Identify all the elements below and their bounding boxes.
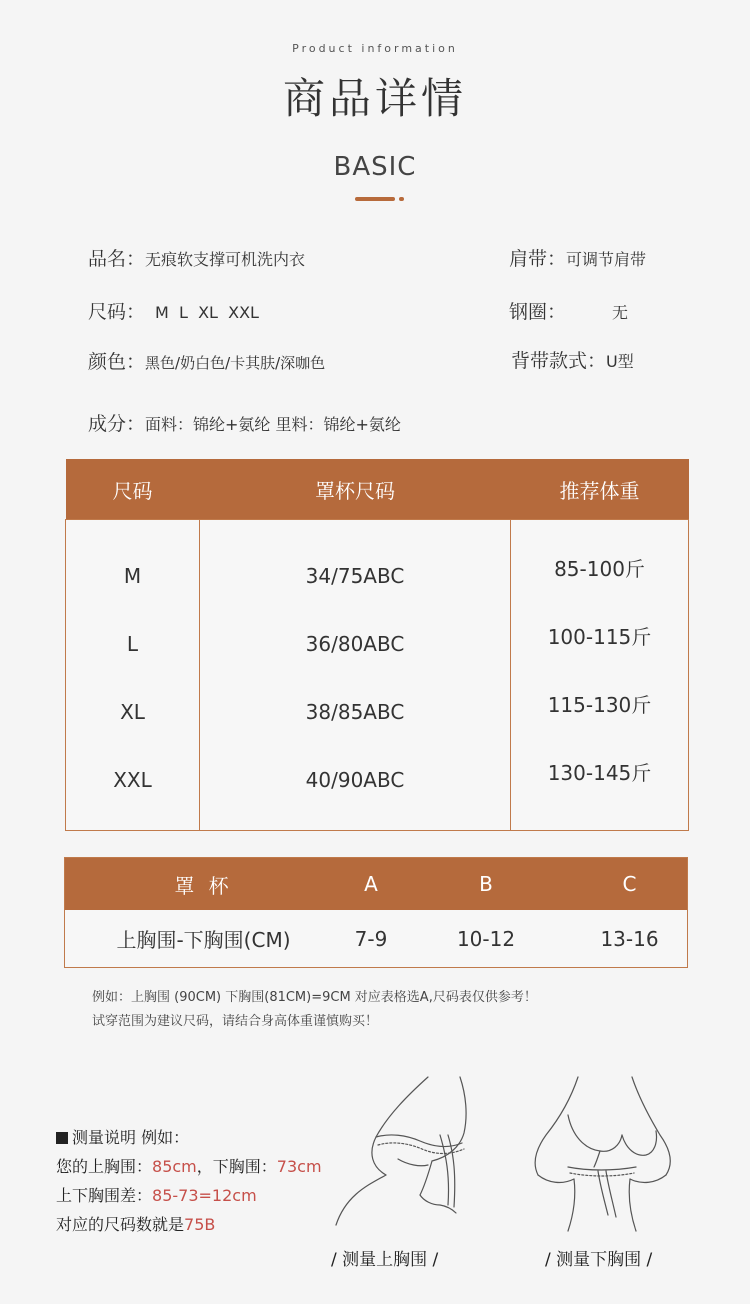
measure-heading: 测量说明 例如： <box>72 1128 190 1147</box>
upper-bust-illustration <box>328 1075 488 1235</box>
weight-cell: 100-115斤 <box>547 625 652 649</box>
upper-prefix: 您的上胸围： <box>56 1157 153 1176</box>
back-value: U型 <box>606 352 634 371</box>
cup-column <box>200 520 511 831</box>
cup-header-b: B <box>400 858 572 911</box>
cup-cell: 36/80ABC <box>305 632 405 656</box>
color-label: 颜色： <box>88 351 146 373</box>
cup-cell: 38/85ABC <box>305 700 405 724</box>
diff-prefix: 上下胸围差： <box>56 1186 153 1205</box>
cup-table-row <box>65 910 688 968</box>
result-prefix: 对应的尺码数就是 <box>56 1215 185 1234</box>
subtitle-en: Product information <box>292 42 458 55</box>
size-cell: L <box>126 632 139 656</box>
header-weight: 推荐体重 <box>511 459 689 520</box>
measure-line-1 <box>56 1152 322 1181</box>
cup-row-b: 10-12 <box>400 910 572 968</box>
weight-cell: 130-145斤 <box>547 761 652 785</box>
lower-bust-illustration <box>528 1075 678 1235</box>
diff-value: 85-73=12cm <box>152 1186 257 1205</box>
info-color <box>88 347 325 374</box>
weight-cell: 115-130斤 <box>547 693 652 717</box>
cup-row-a: 7-9 <box>342 910 400 968</box>
caption-lower-bust: / 测量下胸围 / <box>545 1250 653 1270</box>
square-bullet-icon <box>56 1132 68 1144</box>
cup-header-a: A <box>342 858 400 911</box>
basic-label: BASIC <box>333 152 417 182</box>
weight-cell: 85-100斤 <box>554 557 645 581</box>
strap-label: 肩带： <box>509 248 567 270</box>
note-line-1: 例如：上胸围 (90CM) 下胸围(81CM)=9CM 对应表格选A,尺码表仅供参考！ <box>92 990 537 1005</box>
cup-row-c: 13-16 <box>572 910 688 968</box>
cup-header-c: C <box>572 858 688 911</box>
lower-value: 73cm <box>276 1157 322 1176</box>
cup-cell: 34/75ABC <box>305 564 405 588</box>
info-composition <box>88 409 401 436</box>
weight-column <box>511 520 689 831</box>
cup-cell: 40/90ABC <box>305 768 405 792</box>
wire-value: 无 <box>612 303 629 322</box>
cup-table <box>64 857 688 968</box>
size-table-body <box>66 520 689 831</box>
back-label: 背带款式： <box>511 350 607 372</box>
strap-value: 可调节肩带 <box>566 250 647 269</box>
size-note <box>92 986 537 1034</box>
size-value: M L XL XXL <box>155 303 259 322</box>
accent-bar <box>355 197 395 201</box>
lower-prefix: ，下胸围： <box>196 1157 277 1176</box>
size-cell: XL <box>120 700 145 724</box>
result-value: 75B <box>184 1215 216 1234</box>
size-table <box>65 459 689 831</box>
wire-label: 钢圈： <box>509 301 567 323</box>
measure-line-2 <box>56 1181 322 1210</box>
comp-value: 面料：锦纶+氨纶 里料：锦纶+氨纶 <box>145 415 401 434</box>
cup-table-header <box>65 858 688 911</box>
name-value: 无痕软支撑可机洗内衣 <box>145 250 306 269</box>
info-name <box>88 244 305 271</box>
page-title: 商品详情 <box>282 74 467 123</box>
info-wire <box>509 297 628 324</box>
caption-upper-bust: / 测量上胸围 / <box>331 1250 439 1270</box>
header-size: 尺码 <box>66 459 200 520</box>
info-size <box>88 297 259 324</box>
name-label: 品名： <box>88 248 146 270</box>
upper-value: 85cm <box>152 1157 197 1176</box>
comp-label: 成分： <box>88 413 146 435</box>
color-value: 黑色/奶白色/卡其肤/深咖色 <box>145 354 326 372</box>
cup-row-label: 上胸围-下胸围(CM) <box>65 910 343 968</box>
measure-instructions <box>56 1123 322 1239</box>
measure-line-3 <box>56 1210 322 1239</box>
measure-heading-line <box>56 1123 322 1152</box>
info-strap <box>509 244 646 271</box>
cup-header-label: 罩 杯 <box>65 858 343 911</box>
header-cup-size: 罩杯尺码 <box>200 459 511 520</box>
accent-dot <box>399 197 404 201</box>
size-cell: XXL <box>113 768 152 792</box>
size-cell: M <box>123 564 142 588</box>
info-back <box>511 346 634 373</box>
size-column <box>66 520 200 831</box>
size-label: 尺码： <box>88 301 146 323</box>
note-line-2: 试穿范围为建议尺码，请结合身高体重谨慎购买！ <box>92 1014 379 1029</box>
size-table-header <box>66 459 689 520</box>
